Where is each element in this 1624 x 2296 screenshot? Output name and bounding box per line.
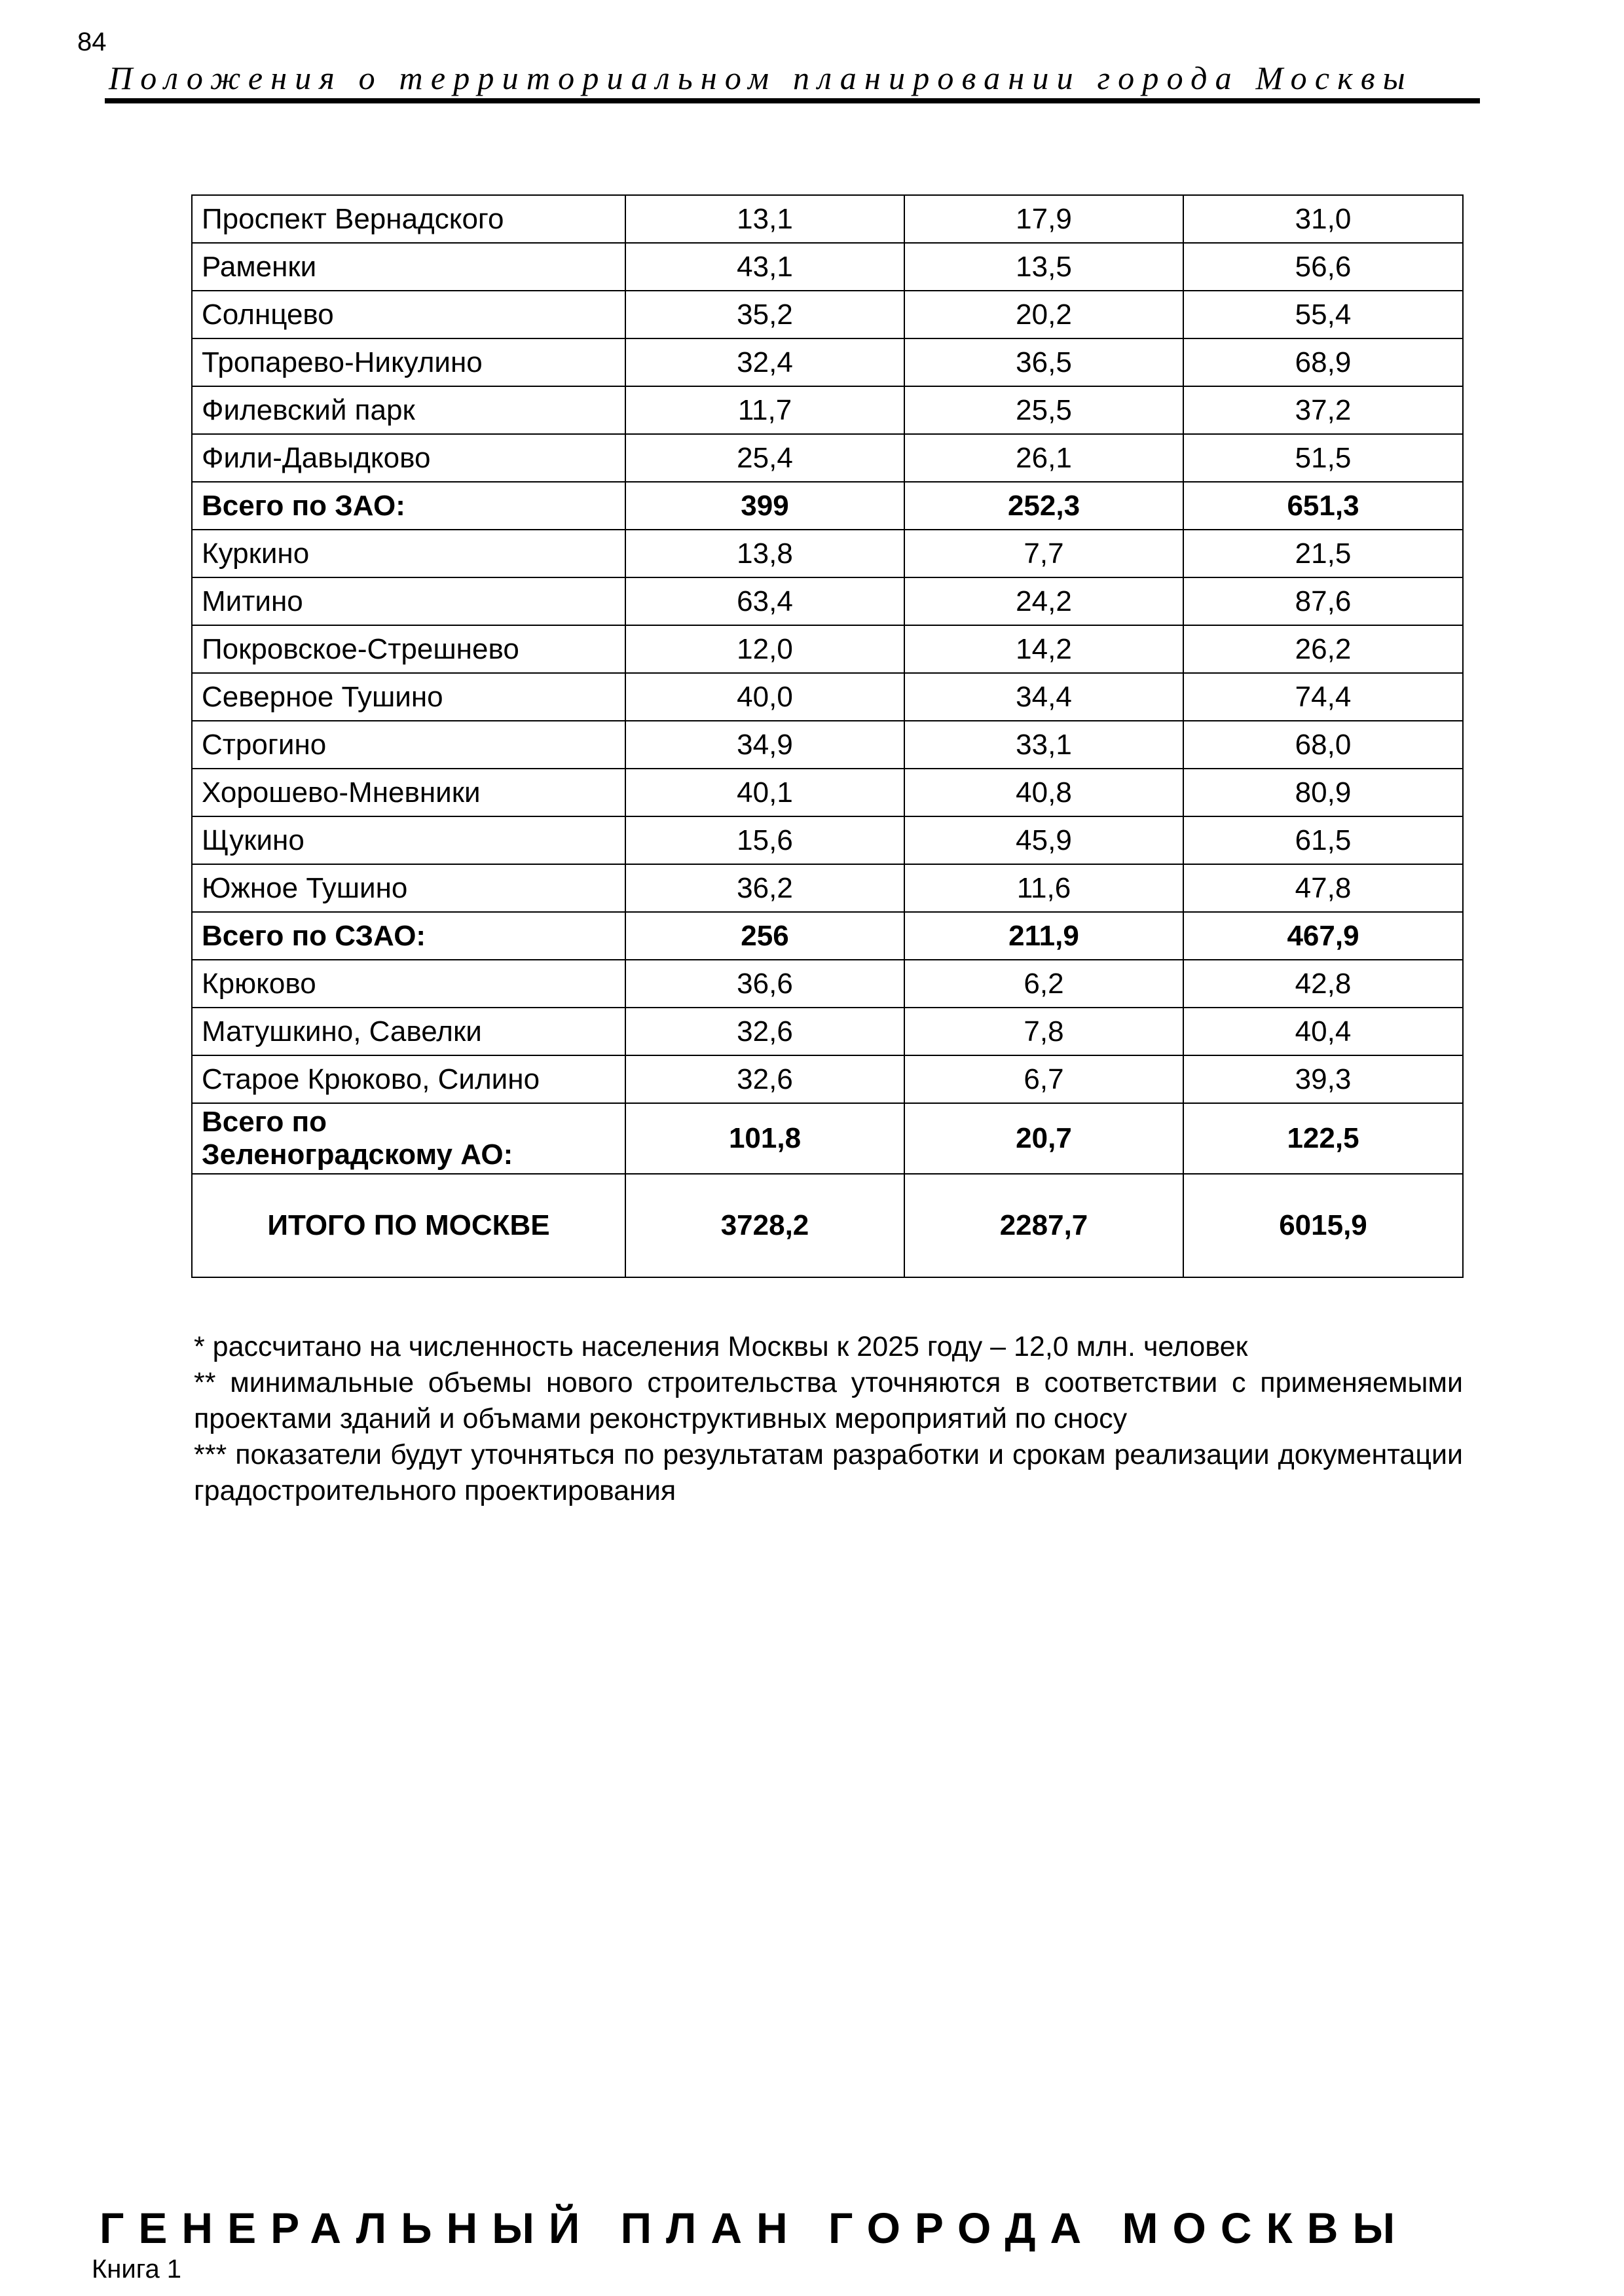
- value-cell: 211,9: [904, 912, 1183, 960]
- table-row: [192, 625, 1463, 673]
- value-cell: 40,8: [904, 769, 1183, 816]
- district-name: Северное Тушино: [192, 673, 625, 721]
- table-row: [192, 1055, 1463, 1103]
- subtotal-label: [192, 1103, 625, 1174]
- value-cell: 17,9: [904, 195, 1183, 243]
- value-cell: 61,5: [1183, 816, 1463, 864]
- value-cell: 36,6: [625, 960, 904, 1008]
- footnote: *** показатели будут уточняться по результатам разработки и срокам реализации документации градостроительного проектирования: [194, 1439, 1463, 1506]
- value-cell: 399: [625, 482, 904, 530]
- value-cell: 40,4: [1183, 1008, 1463, 1055]
- district-name: Куркино: [192, 530, 625, 577]
- table-row: [192, 195, 1463, 243]
- value-cell: 42,8: [1183, 960, 1463, 1008]
- value-cell: 122,5: [1183, 1103, 1463, 1174]
- value-cell: 7,7: [904, 530, 1183, 577]
- value-cell: 63,4: [625, 577, 904, 625]
- table-row: [192, 960, 1463, 1008]
- value-cell: 20,2: [904, 291, 1183, 338]
- district-name: Строгино: [192, 721, 625, 769]
- table-row: [192, 530, 1463, 577]
- value-cell: 32,4: [625, 338, 904, 386]
- value-cell: 33,1: [904, 721, 1183, 769]
- book-label: Книга 1: [92, 2255, 182, 2284]
- value-cell: 3728,2: [625, 1174, 904, 1277]
- table-row: [192, 673, 1463, 721]
- district-name: Фили-Давыдково: [192, 434, 625, 482]
- table-row: [192, 864, 1463, 912]
- value-cell: 25,5: [904, 386, 1183, 434]
- value-cell: 26,1: [904, 434, 1183, 482]
- subtotal-row-zelenograd: [192, 1103, 1463, 1174]
- value-cell: 26,2: [1183, 625, 1463, 673]
- district-name: Проспект Вернадского: [192, 195, 625, 243]
- value-cell: 36,2: [625, 864, 904, 912]
- value-cell: 7,8: [904, 1008, 1183, 1055]
- subtotal-label-line2: Зеленоградскому АО:: [202, 1139, 513, 1171]
- district-name: Южное Тушино: [192, 864, 625, 912]
- footnotes: [194, 1329, 1463, 1509]
- value-cell: 21,5: [1183, 530, 1463, 577]
- district-name: Митино: [192, 577, 625, 625]
- value-cell: 32,6: [625, 1055, 904, 1103]
- table-row: [192, 434, 1463, 482]
- value-cell: 34,4: [904, 673, 1183, 721]
- district-name: Покровское-Стрешнево: [192, 625, 625, 673]
- value-cell: 45,9: [904, 816, 1183, 864]
- value-cell: 101,8: [625, 1103, 904, 1174]
- value-cell: 14,2: [904, 625, 1183, 673]
- table-row: [192, 291, 1463, 338]
- grand-total-row: [192, 1174, 1463, 1277]
- value-cell: 13,5: [904, 243, 1183, 291]
- value-cell: 256: [625, 912, 904, 960]
- subtotal-label: Всего по СЗАО:: [192, 912, 625, 960]
- district-name: Солнцево: [192, 291, 625, 338]
- value-cell: 74,4: [1183, 673, 1463, 721]
- value-cell: 13,8: [625, 530, 904, 577]
- value-cell: 651,3: [1183, 482, 1463, 530]
- value-cell: 11,7: [625, 386, 904, 434]
- header-divider: [105, 98, 1480, 103]
- value-cell: 51,5: [1183, 434, 1463, 482]
- table-row: [192, 769, 1463, 816]
- value-cell: 40,0: [625, 673, 904, 721]
- subtotal-label: Всего по ЗАО:: [192, 482, 625, 530]
- district-name: Старое Крюково, Силино: [192, 1055, 625, 1103]
- value-cell: 2287,7: [904, 1174, 1183, 1277]
- value-cell: 36,5: [904, 338, 1183, 386]
- value-cell: 35,2: [625, 291, 904, 338]
- table-row: [192, 721, 1463, 769]
- value-cell: 32,6: [625, 1008, 904, 1055]
- value-cell: 56,6: [1183, 243, 1463, 291]
- value-cell: 15,6: [625, 816, 904, 864]
- value-cell: 68,9: [1183, 338, 1463, 386]
- districts-table: [191, 194, 1464, 1278]
- district-name: Щукино: [192, 816, 625, 864]
- value-cell: 87,6: [1183, 577, 1463, 625]
- value-cell: 39,3: [1183, 1055, 1463, 1103]
- value-cell: 24,2: [904, 577, 1183, 625]
- value-cell: 34,9: [625, 721, 904, 769]
- value-cell: 80,9: [1183, 769, 1463, 816]
- footer-title: ГЕНЕРАЛЬНЫЙ ПЛАН ГОРОДА МОСКВЫ: [100, 2204, 1410, 2252]
- value-cell: 6,2: [904, 960, 1183, 1008]
- district-name: Хорошево-Мневники: [192, 769, 625, 816]
- value-cell: 31,0: [1183, 195, 1463, 243]
- table-row: [192, 816, 1463, 864]
- district-name: Матушкино, Савелки: [192, 1008, 625, 1055]
- district-name: Филевский парк: [192, 386, 625, 434]
- table-row: [192, 577, 1463, 625]
- value-cell: 467,9: [1183, 912, 1463, 960]
- table-row: [192, 338, 1463, 386]
- district-name: Тропарево-Никулино: [192, 338, 625, 386]
- page-header-title: Положения о территориальном планировании города Москвы: [109, 60, 1413, 96]
- value-cell: 43,1: [625, 243, 904, 291]
- table-row: [192, 243, 1463, 291]
- value-cell: 47,8: [1183, 864, 1463, 912]
- value-cell: 6,7: [904, 1055, 1183, 1103]
- grand-total-label: ИТОГО ПО МОСКВЕ: [192, 1174, 625, 1277]
- subtotal-label-line1: Всего по: [202, 1106, 327, 1138]
- page-number: 84: [77, 27, 107, 56]
- value-cell: 11,6: [904, 864, 1183, 912]
- value-cell: 37,2: [1183, 386, 1463, 434]
- value-cell: 40,1: [625, 769, 904, 816]
- value-cell: 25,4: [625, 434, 904, 482]
- value-cell: 55,4: [1183, 291, 1463, 338]
- value-cell: 12,0: [625, 625, 904, 673]
- district-name: Раменки: [192, 243, 625, 291]
- value-cell: 6015,9: [1183, 1174, 1463, 1277]
- value-cell: 252,3: [904, 482, 1183, 530]
- subtotal-row-zao: [192, 482, 1463, 530]
- table-row: [192, 1008, 1463, 1055]
- value-cell: 68,0: [1183, 721, 1463, 769]
- footnote: * рассчитано на численность населения Москвы к 2025 году – 12,0 млн. человек: [194, 1331, 1248, 1362]
- district-name: Крюково: [192, 960, 625, 1008]
- subtotal-row-szao: [192, 912, 1463, 960]
- footnote: ** минимальные объемы нового строительства уточняются в соответствии с применяемыми проектами зданий и объмами реконструктивных мероприятий по сносу: [194, 1367, 1463, 1434]
- table-row: [192, 386, 1463, 434]
- value-cell: 20,7: [904, 1103, 1183, 1174]
- value-cell: 13,1: [625, 195, 904, 243]
